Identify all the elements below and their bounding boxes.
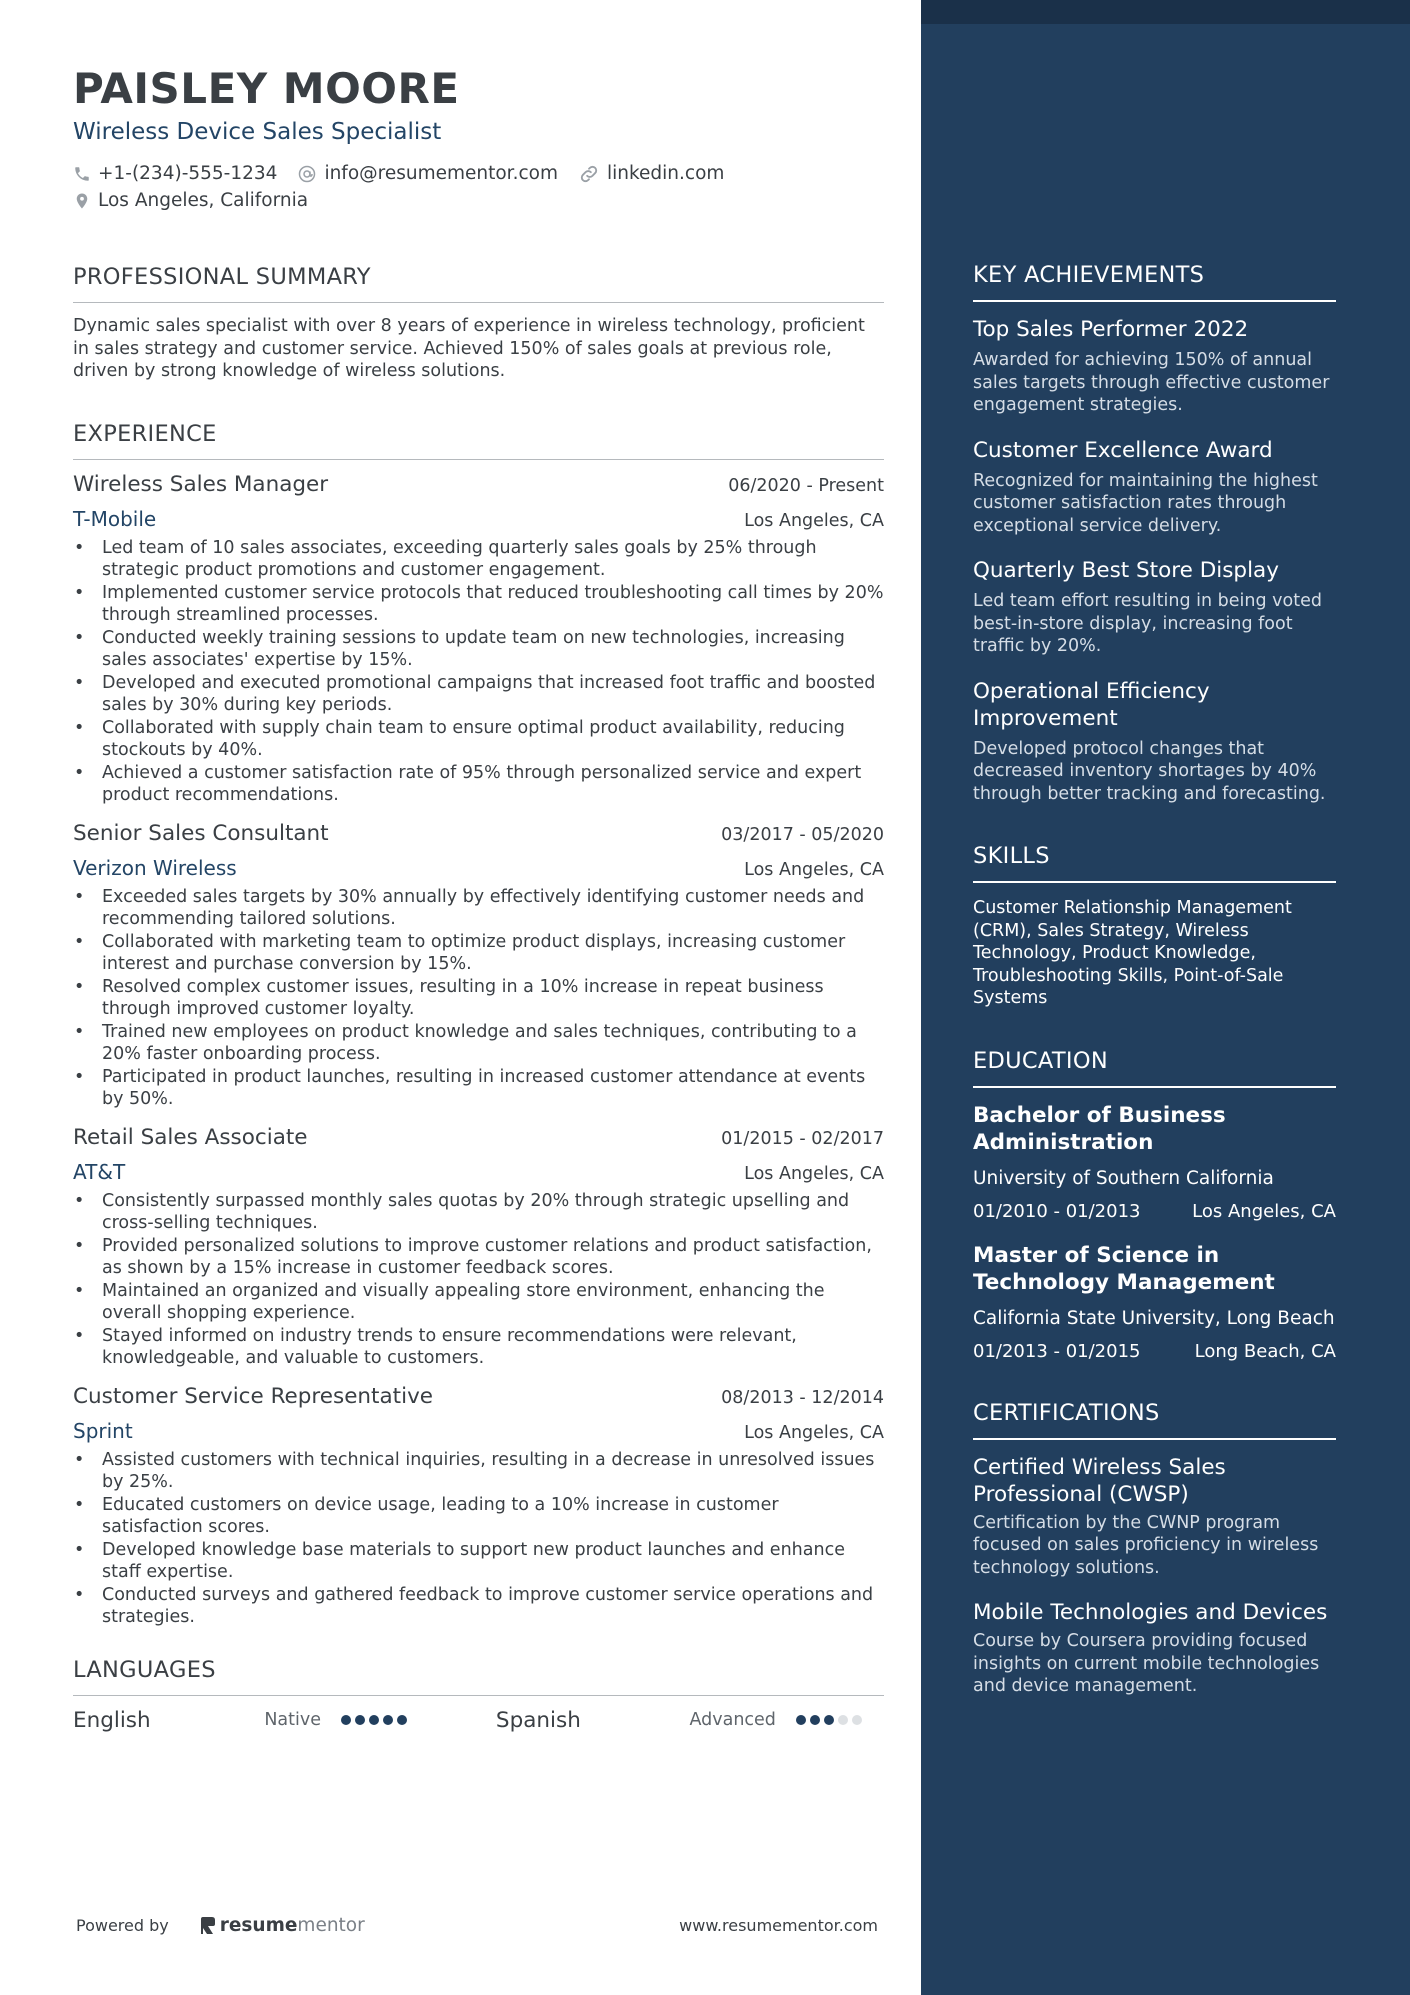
resumementor-logo-icon — [199, 1916, 217, 1936]
education-section — [973, 1048, 1336, 1362]
bullet-item: • Trained new employees on product knowledge and sales techniques, contributing to a 20% faster onboarding process. — [73, 1021, 884, 1066]
job-location: Los Angeles, CA — [744, 859, 884, 880]
education-dates: 01/2013 - 01/2015 — [973, 1340, 1141, 1362]
achievement-desc: Awarded for achieving 150% of annual sales targets through effective customer engagement strategies. — [973, 350, 1330, 415]
achievement-title: Top Sales Performer 2022 — [973, 317, 1249, 342]
education-item — [973, 1102, 1336, 1222]
rating-dot-filled — [341, 1715, 351, 1725]
language-name: English — [73, 1707, 151, 1733]
job-entry — [73, 1384, 884, 1629]
language-item — [73, 1708, 496, 1733]
job-company: T-Mobile — [73, 506, 157, 531]
job-dates: 08/2013 - 12/2014 — [721, 1387, 884, 1408]
education-location: Long Beach, CA — [1194, 1340, 1336, 1362]
skills-text: Customer Relationship Management (CRM), Sales Strategy, Wireless Technology, Product Knowledge, Troubleshooting Skills, Point-of-Sale Systems — [973, 898, 1292, 1008]
rating-dot-empty — [852, 1715, 862, 1725]
languages-section — [73, 1657, 884, 1733]
rating-dot-filled — [824, 1715, 834, 1725]
job-location: Los Angeles, CA — [744, 1163, 884, 1184]
experience-section — [73, 421, 884, 1629]
email-text[interactable]: info@resumementor.com — [324, 163, 558, 184]
brand-name-light: mentor — [297, 1915, 365, 1936]
location-pin-icon — [73, 191, 91, 211]
bullet-item: • Maintained an organized and visually appealing store environment, enhancing the overall shopping experience. — [73, 1280, 884, 1325]
bullet-item: • Participated in product launches, resulting in increased customer attendance at events by 50%. — [73, 1066, 884, 1111]
rating-dot-filled — [369, 1715, 379, 1725]
candidate-name: PAISLEY MOORE — [73, 64, 460, 113]
achievement-item — [973, 678, 1336, 806]
bullet-item: • Developed and executed promotional campaigns that increased foot traffic and boosted sales by 30% during key periods. — [73, 672, 884, 717]
languages-heading: LANGUAGES — [73, 1657, 884, 1696]
bullet-item: • Conducted surveys and gathered feedback to improve customer service operations and strategies. — [73, 1584, 884, 1629]
phone-icon — [73, 165, 91, 183]
bullet-item: • Exceeded sales targets by 30% annually by effectively identifying customer needs and recommending tailored solutions. — [73, 886, 884, 931]
certification-item — [973, 1599, 1336, 1698]
summary-section — [73, 264, 884, 383]
job-dates: 01/2015 - 02/2017 — [721, 1128, 884, 1149]
bullet-item: • Implemented customer service protocols that reduced troubleshooting call times by 20% through streamlined processes. — [73, 582, 884, 627]
achievement-item — [973, 437, 1336, 538]
job-bullets — [73, 537, 884, 807]
education-heading: EDUCATION — [973, 1048, 1336, 1088]
job-company: Sprint — [73, 1418, 133, 1443]
bullet-item: • Led team of 10 sales associates, exceeding quarterly sales goals by 25% through strategic product promotions and customer engagement. — [73, 537, 884, 582]
bullet-item: • Collaborated with marketing team to optimize product displays, increasing customer interest and purchase conversion by 15%. — [73, 931, 884, 976]
at-icon — [297, 164, 317, 184]
bullet-item: • Provided personalized solutions to improve customer relations and product satisfaction, as shown by a 15% increase in customer feedback scores. — [73, 1235, 884, 1280]
job-title-heading: Wireless Device Sales Specialist — [73, 119, 442, 145]
job-bullets — [73, 1190, 884, 1370]
contact-linkedin[interactable] — [578, 160, 724, 187]
language-item — [496, 1708, 884, 1733]
achievements-section — [973, 262, 1336, 805]
job-location: Los Angeles, CA — [744, 1422, 884, 1443]
achievement-desc: Developed protocol changes that decreased inventory shortages by 40% through better tracking and forecasting. — [973, 738, 1326, 804]
footer — [76, 1915, 878, 1936]
job-bullets — [73, 886, 884, 1111]
achievements-heading: KEY ACHIEVEMENTS — [973, 262, 1336, 302]
rating-dot-filled — [383, 1715, 393, 1725]
certification-item — [973, 1454, 1336, 1580]
bullet-item: • Assisted customers with technical inquiries, resulting in a decrease in unresolved issues by 25%. — [73, 1449, 884, 1494]
job-dates: 06/2020 - Present — [728, 475, 884, 496]
brand-logo[interactable] — [199, 1915, 365, 1936]
rating-dot-empty — [838, 1715, 848, 1725]
certification-title: Mobile Technologies and Devices — [973, 1600, 1328, 1625]
summary-heading: PROFESSIONAL SUMMARY — [73, 264, 884, 303]
job-role: Retail Sales Associate — [73, 1124, 308, 1150]
rating-dot-filled — [397, 1715, 407, 1725]
rating-dot-filled — [355, 1715, 365, 1725]
job-company: Verizon Wireless — [73, 855, 237, 880]
education-item — [973, 1242, 1336, 1362]
rating-dot-filled — [810, 1715, 820, 1725]
achievement-desc: Recognized for maintaining the highest customer satisfaction rates through exceptional service delivery. — [973, 470, 1318, 536]
sidebar-top-band — [921, 0, 1410, 24]
achievement-item — [973, 316, 1336, 417]
summary-text: Dynamic sales specialist with over 8 years of experience in wireless technology, proficient in sales strategy and customer service. Achieved 150% of sales goals at previous role, driven by strong knowledge of wireless solutions. — [73, 316, 865, 381]
certification-title: Certified Wireless Sales Professional (CWSP) — [973, 1454, 1226, 1507]
job-company: AT&T — [73, 1159, 126, 1184]
bullet-item: • Collaborated with supply chain team to ensure optimal product availability, reducing stockouts by 40%. — [73, 717, 884, 762]
contact-phone — [73, 160, 277, 187]
achievement-title: Customer Excellence Award — [973, 437, 1273, 463]
experience-heading: EXPERIENCE — [73, 421, 884, 460]
language-name: Spanish — [495, 1707, 581, 1733]
language-rating — [341, 1715, 411, 1725]
education-school: California State University, Long Beach — [973, 1307, 1335, 1329]
certification-desc: Course by Coursera providing focused insights on current mobile technologies and device management. — [973, 1631, 1320, 1696]
bullet-item: • Developed knowledge base materials to support new product launches and enhance staff expertise. — [73, 1539, 884, 1584]
education-school: University of Southern California — [973, 1167, 1274, 1189]
job-location: Los Angeles, CA — [744, 510, 884, 531]
language-level: Advanced — [689, 1710, 776, 1730]
job-entry — [73, 1125, 884, 1370]
contact-info — [73, 160, 884, 187]
bullet-item: • Educated customers on device usage, leading to a 10% increase in customer satisfaction scores. — [73, 1494, 884, 1539]
education-dates: 01/2010 - 01/2013 — [973, 1200, 1141, 1222]
location-text: Los Angeles, California — [98, 190, 309, 211]
phone-text: +1-(234)-555-1234 — [98, 163, 278, 184]
bullet-item: • Consistently surpassed monthly sales quotas by 20% through strategic upselling and cross-selling techniques. — [73, 1190, 884, 1235]
certification-desc: Certification by the CWNP program focused on sales proficiency in wireless technology solutions. — [973, 1512, 1319, 1578]
achievement-title: Quarterly Best Store Display — [973, 558, 1279, 583]
brand-name-bold: resume — [219, 1915, 298, 1936]
education-degree: Bachelor of Business Administration — [973, 1102, 1226, 1155]
languages-list — [73, 1708, 884, 1733]
job-bullets — [73, 1449, 884, 1629]
rating-dot-filled — [796, 1715, 806, 1725]
job-entry — [73, 472, 884, 807]
bullet-item: • Resolved complex customer issues, resulting in a 10% increase in repeat business through improved customer loyalty. — [73, 976, 884, 1021]
contact-location — [73, 187, 308, 214]
job-role: Customer Service Representative — [73, 1383, 434, 1409]
skills-heading: SKILLS — [973, 843, 1336, 883]
job-role: Senior Sales Consultant — [73, 820, 329, 846]
bullet-item: • Conducted weekly training sessions to update team on new technologies, increasing sales associates' expertise by 15%. — [73, 627, 884, 672]
contact-email[interactable] — [297, 160, 558, 187]
skills-section — [973, 843, 1336, 1010]
language-rating — [796, 1715, 866, 1725]
achievement-desc: Led team effort resulting in being voted best-in-store display, increasing foot traffic by 20%. — [973, 591, 1322, 656]
linkedin-text[interactable]: linkedin.com — [606, 163, 725, 184]
contact-info-row2 — [73, 187, 884, 214]
main-column — [73, 64, 884, 1733]
job-entry — [73, 821, 884, 1111]
language-level: Native — [264, 1710, 321, 1730]
certifications-heading: CERTIFICATIONS — [973, 1400, 1336, 1440]
sidebar — [921, 0, 1410, 1995]
achievement-item — [973, 557, 1336, 658]
achievement-title: Operational Efficiency Improvement — [973, 678, 1210, 731]
job-dates: 03/2017 - 05/2020 — [721, 824, 884, 845]
website-link[interactable]: www.resumementor.com — [679, 1916, 878, 1935]
certifications-section — [973, 1400, 1336, 1698]
link-icon — [578, 163, 600, 185]
bullet-item: • Achieved a customer satisfaction rate of 95% through personalized service and expert product recommendations. — [73, 762, 884, 807]
education-location: Los Angeles, CA — [1192, 1200, 1336, 1222]
bullet-item: • Stayed informed on industry trends to ensure recommendations were relevant, knowledgeable, and valuable to customers. — [73, 1325, 884, 1370]
powered-by-text: Powered by — [76, 1916, 169, 1935]
education-degree: Master of Science in Technology Management — [973, 1242, 1275, 1295]
job-role: Wireless Sales Manager — [73, 471, 329, 497]
powered-by — [76, 1915, 365, 1936]
